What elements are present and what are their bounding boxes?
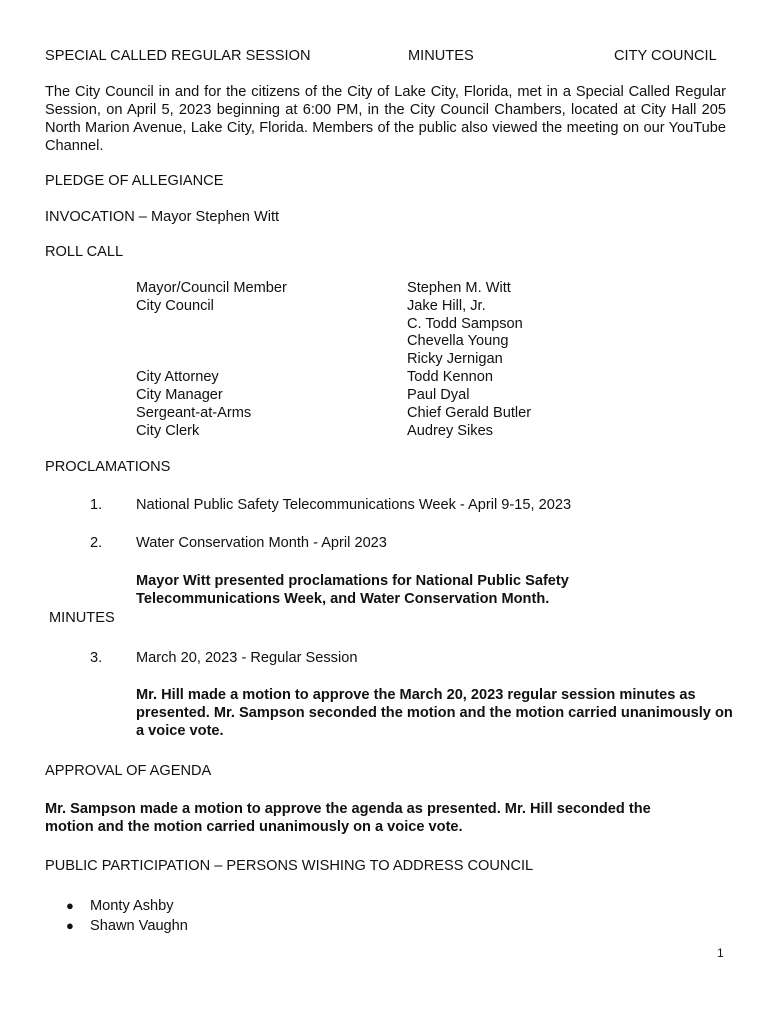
speaker-list-item (66, 917, 188, 935)
bullet-icon: ● (66, 898, 74, 913)
roll-name: Todd Kennon (407, 369, 494, 385)
header-document-type: MINUTES (408, 48, 474, 64)
header-session-type: SPECIAL CALLED REGULAR SESSION (45, 48, 311, 64)
speaker-list-item (66, 897, 174, 915)
roll-name: Paul Dyal (407, 387, 470, 403)
bullet-icon: ● (66, 918, 74, 933)
invocation-heading: INVOCATION – Mayor Stephen Witt (45, 209, 280, 225)
roll-name: Audrey Sikes (407, 423, 493, 439)
proclamation-item: Water Conservation Month - April 2023 (136, 535, 387, 551)
header-body-name: CITY COUNCIL (614, 48, 717, 64)
intro-paragraph: The City Council in and for the citizens of the City of Lake City, Florida, met in a Special Called Regular Session, on April 5, 2023 beginning at 6:00 PM, in the City Council Chambers, located at City Hall 205 North Marion Avenue, Lake City, Florida. Members of the public also viewed the meeting on our YouTube Channel. (45, 84, 726, 154)
proclamation-item: National Public Safety Telecommunications Week - April 9-15, 2023 (136, 497, 572, 513)
minutes-action: Mr. Hill made a motion to approve the March 20, 2023 regular session minutes as presented. Mr. Sampson seconded the motion and the motion carried unanimously on a voice vote. (136, 687, 733, 739)
agenda-heading: APPROVAL OF AGENDA (45, 763, 212, 779)
roll-role: City Clerk (136, 423, 200, 439)
proclamation-number: 1. (90, 497, 103, 513)
roll-role: Sergeant-at-Arms (136, 405, 252, 421)
roll-role: City Manager (136, 387, 223, 403)
speaker-name: Shawn Vaughn (90, 918, 188, 934)
document-header (45, 47, 725, 65)
roll-name: Chief Gerald Butler (407, 405, 532, 421)
roll-role: City Attorney (136, 369, 219, 385)
proclamation-number: 2. (90, 535, 103, 551)
roll-name: C. Todd Sampson (407, 316, 523, 332)
proclamations-heading: PROCLAMATIONS (45, 459, 171, 475)
page-number: 1 (717, 946, 724, 960)
roll-name: Jake Hill, Jr. (407, 298, 486, 314)
roll-name: Chevella Young (407, 333, 509, 349)
roll-name: Stephen M. Witt (407, 280, 511, 296)
roll-name: Ricky Jernigan (407, 351, 503, 367)
speaker-name: Monty Ashby (90, 898, 174, 914)
roll-role: City Council (136, 298, 214, 314)
minutes-item-number: 3. (90, 650, 103, 666)
roll-role: Mayor/Council Member (136, 280, 287, 296)
public-participation-heading: PUBLIC PARTICIPATION – PERSONS WISHING TO ADDRESS COUNCIL (45, 858, 534, 874)
agenda-action: Mr. Sampson made a motion to approve the agenda as presented. Mr. Hill seconded the motion and the motion carried unanimously on a voice vote. (45, 801, 651, 835)
pledge-heading: PLEDGE OF ALLEGIANCE (45, 173, 224, 189)
minutes-heading: MINUTES (49, 610, 115, 626)
minutes-item: March 20, 2023 - Regular Session (136, 650, 358, 666)
proclamations-action: Mayor Witt presented proclamations for National Public Safety Telecommunications Week, and Water Conservation Month. (136, 573, 569, 607)
roll-call-heading: ROLL CALL (45, 244, 124, 260)
